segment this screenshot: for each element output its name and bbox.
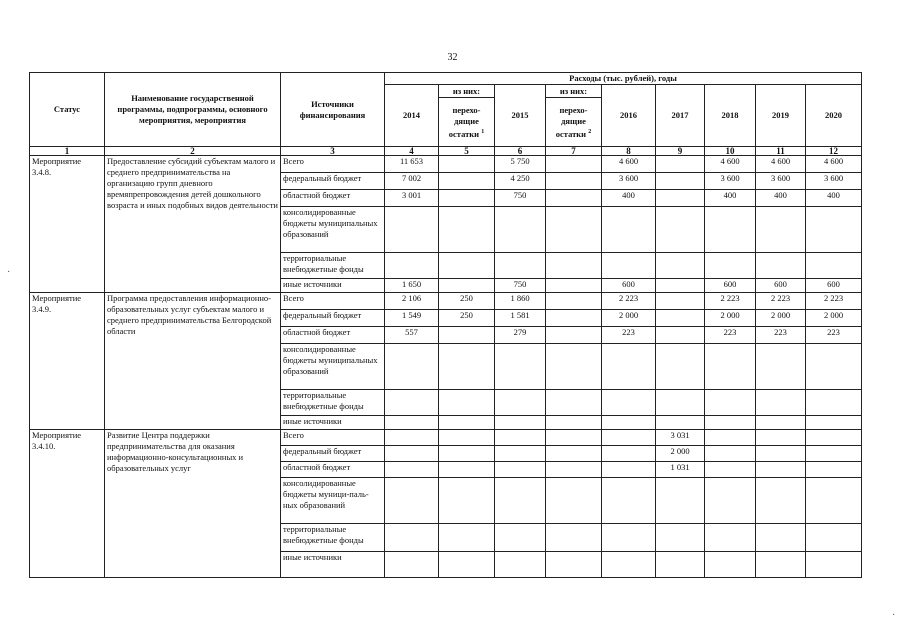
amount-cell: 223	[602, 327, 656, 344]
activity-status: Мероприятие 3.4.10.	[30, 430, 105, 578]
amount-cell	[705, 430, 756, 446]
header-2014: 2014	[385, 85, 439, 147]
amount-cell: 250	[439, 310, 495, 327]
amount-cell: 279	[495, 327, 546, 344]
amount-cell	[656, 190, 705, 207]
amount-cell	[546, 293, 602, 310]
funding-source: консолидированные бюджеты муниципальных образований	[281, 344, 385, 390]
amount-cell	[756, 344, 806, 390]
amount-cell: 2 106	[385, 293, 439, 310]
amount-cell	[602, 478, 656, 524]
column-number: 5	[439, 147, 495, 156]
amount-cell: 3 001	[385, 190, 439, 207]
amount-cell: 4 600	[602, 156, 656, 173]
amount-cell	[439, 279, 495, 293]
amount-cell	[656, 390, 705, 416]
amount-cell	[705, 253, 756, 279]
amount-cell	[602, 207, 656, 253]
amount-cell	[385, 446, 439, 462]
scan-mark: ·	[892, 610, 896, 621]
amount-cell: 2 000	[756, 310, 806, 327]
amount-cell	[806, 462, 862, 478]
amount-cell: 600	[756, 279, 806, 293]
column-number: 4	[385, 147, 439, 156]
amount-cell: 400	[756, 190, 806, 207]
amount-cell: 2 223	[806, 293, 862, 310]
amount-cell	[439, 416, 495, 430]
amount-cell	[385, 524, 439, 552]
amount-cell: 1 031	[656, 462, 705, 478]
funding-source: иные источники	[281, 552, 385, 578]
amount-cell	[656, 344, 705, 390]
amount-cell	[602, 446, 656, 462]
header-of-them-2: из них:	[546, 85, 602, 98]
amount-cell	[439, 190, 495, 207]
amount-cell: 4 600	[705, 156, 756, 173]
amount-cell	[546, 478, 602, 524]
amount-cell	[439, 430, 495, 446]
amount-cell	[546, 430, 602, 446]
amount-cell	[546, 173, 602, 190]
amount-cell	[756, 478, 806, 524]
header-expenses: Расходы (тыс. рублей), годы	[385, 73, 862, 85]
activity-name: Программа предоставления информационно-образовательных услуг субъектам малого и среднего предпринимательства Белгородской области	[105, 293, 281, 430]
amount-cell	[495, 416, 546, 430]
amount-cell	[806, 478, 862, 524]
amount-cell	[806, 207, 862, 253]
table-header	[30, 73, 862, 156]
header-2019: 2019	[756, 85, 806, 147]
amount-cell: 2 000	[656, 446, 705, 462]
amount-cell	[439, 253, 495, 279]
amount-cell: 600	[806, 279, 862, 293]
amount-cell	[756, 462, 806, 478]
header-2015: 2015	[495, 85, 546, 147]
amount-cell	[705, 390, 756, 416]
amount-cell	[439, 390, 495, 416]
amount-cell	[546, 207, 602, 253]
amount-cell	[806, 253, 862, 279]
amount-cell	[439, 462, 495, 478]
amount-cell	[546, 190, 602, 207]
amount-cell	[602, 462, 656, 478]
amount-cell	[705, 446, 756, 462]
amount-cell: 1 581	[495, 310, 546, 327]
amount-cell	[546, 524, 602, 552]
amount-cell	[439, 446, 495, 462]
amount-cell	[756, 390, 806, 416]
funding-source: консолидированные бюджеты муници-паль-ных образований	[281, 478, 385, 524]
amount-cell	[806, 390, 862, 416]
amount-cell	[656, 416, 705, 430]
funding-source: Всего	[281, 430, 385, 446]
column-number: 11	[756, 147, 806, 156]
amount-cell	[602, 390, 656, 416]
amount-cell: 400	[602, 190, 656, 207]
funding-source: областной бюджет	[281, 327, 385, 344]
amount-cell	[705, 478, 756, 524]
amount-cell	[385, 552, 439, 578]
amount-cell	[546, 253, 602, 279]
amount-cell	[495, 462, 546, 478]
amount-cell	[546, 552, 602, 578]
amount-cell	[495, 344, 546, 390]
amount-cell	[705, 462, 756, 478]
amount-cell	[495, 478, 546, 524]
amount-cell	[756, 416, 806, 430]
table-row	[30, 293, 862, 310]
column-number: 7	[546, 147, 602, 156]
amount-cell	[385, 390, 439, 416]
amount-cell	[439, 207, 495, 253]
amount-cell: 2 000	[705, 310, 756, 327]
header-remain-2: перехо-дящие остатки $^2$	[546, 98, 602, 147]
amount-cell	[756, 207, 806, 253]
amount-cell: 11 653	[385, 156, 439, 173]
amount-cell	[546, 279, 602, 293]
amount-cell	[385, 416, 439, 430]
page-number: 32	[447, 52, 458, 63]
amount-cell	[385, 478, 439, 524]
amount-cell: 400	[806, 190, 862, 207]
funding-source: территориальные внебюджетные фонды	[281, 524, 385, 552]
funding-source: консолидированные бюджеты муниципальных образований	[281, 207, 385, 253]
column-number: 12	[806, 147, 862, 156]
amount-cell	[756, 446, 806, 462]
amount-cell: 750	[495, 190, 546, 207]
amount-cell	[705, 207, 756, 253]
activity-status: Мероприятие 3.4.8.	[30, 156, 105, 293]
amount-cell	[756, 524, 806, 552]
amount-cell	[656, 327, 705, 344]
amount-cell	[656, 156, 705, 173]
amount-cell	[806, 552, 862, 578]
funding-source: областной бюджет	[281, 462, 385, 478]
activity-name: Развитие Центра поддержки предпринимательства для оказания информационно-консультационных и образовательных услуг	[105, 430, 281, 578]
amount-cell: 2 223	[756, 293, 806, 310]
amount-cell	[439, 524, 495, 552]
amount-cell: 223	[806, 327, 862, 344]
amount-cell: 250	[439, 293, 495, 310]
amount-cell	[656, 293, 705, 310]
header-remain-1: перехо-дящие остатки $^1$	[439, 98, 495, 147]
amount-cell	[546, 416, 602, 430]
amount-cell	[546, 327, 602, 344]
amount-cell: 3 600	[756, 173, 806, 190]
funding-source: областной бюджет	[281, 190, 385, 207]
funding-source: федеральный бюджет	[281, 173, 385, 190]
amount-cell: 750	[495, 279, 546, 293]
column-number: 2	[105, 147, 281, 156]
amount-cell	[385, 344, 439, 390]
column-number: 1	[30, 147, 105, 156]
funding-source: территориальные внебюджетные фонды	[281, 390, 385, 416]
amount-cell	[546, 462, 602, 478]
activity-status: Мероприятие 3.4.9.	[30, 293, 105, 430]
amount-cell	[495, 253, 546, 279]
funding-table	[29, 72, 862, 578]
amount-cell	[385, 253, 439, 279]
amount-cell: 2 000	[602, 310, 656, 327]
header-2020: 2020	[806, 85, 862, 147]
amount-cell	[656, 524, 705, 552]
amount-cell	[656, 478, 705, 524]
amount-cell: 7 002	[385, 173, 439, 190]
amount-cell	[602, 430, 656, 446]
amount-cell	[602, 552, 656, 578]
column-numbers-row	[30, 147, 862, 156]
funding-source: федеральный бюджет	[281, 310, 385, 327]
amount-cell	[385, 207, 439, 253]
amount-cell	[602, 416, 656, 430]
amount-cell	[602, 253, 656, 279]
funding-source: Всего	[281, 293, 385, 310]
amount-cell: 223	[705, 327, 756, 344]
header-of-them-1: из них:	[439, 85, 495, 98]
header-name: Наименование государственной программы, подпрограммы, основного мероприятия, мероприятия	[105, 73, 281, 147]
amount-cell: 2 223	[602, 293, 656, 310]
amount-cell	[546, 344, 602, 390]
amount-cell	[546, 310, 602, 327]
header-2016: 2016	[602, 85, 656, 147]
amount-cell	[385, 462, 439, 478]
column-number: 6	[495, 147, 546, 156]
amount-cell	[602, 344, 656, 390]
amount-cell: 3 600	[602, 173, 656, 190]
amount-cell: 600	[705, 279, 756, 293]
funding-source: Всего	[281, 156, 385, 173]
amount-cell	[385, 430, 439, 446]
amount-cell: 400	[705, 190, 756, 207]
amount-cell	[656, 173, 705, 190]
header-status: Статус	[30, 73, 105, 147]
funding-source: иные источники	[281, 416, 385, 430]
amount-cell: 4 250	[495, 173, 546, 190]
header-sources: Источники финансирования	[281, 73, 385, 147]
amount-cell: 3 031	[656, 430, 705, 446]
amount-cell	[806, 446, 862, 462]
amount-cell: 1 860	[495, 293, 546, 310]
amount-cell	[705, 416, 756, 430]
amount-cell	[495, 552, 546, 578]
amount-cell	[656, 207, 705, 253]
funding-source: федеральный бюджет	[281, 446, 385, 462]
amount-cell	[806, 524, 862, 552]
amount-cell	[806, 416, 862, 430]
column-number: 10	[705, 147, 756, 156]
amount-cell	[439, 344, 495, 390]
amount-cell	[705, 344, 756, 390]
amount-cell	[495, 207, 546, 253]
amount-cell: 223	[756, 327, 806, 344]
amount-cell	[439, 478, 495, 524]
amount-cell: 1 549	[385, 310, 439, 327]
amount-cell	[439, 552, 495, 578]
amount-cell	[546, 156, 602, 173]
scan-mark: ·	[7, 267, 11, 278]
amount-cell	[495, 446, 546, 462]
amount-cell: 4 600	[806, 156, 862, 173]
table-row	[30, 430, 862, 446]
amount-cell: 4 600	[756, 156, 806, 173]
column-number: 3	[281, 147, 385, 156]
amount-cell	[656, 279, 705, 293]
amount-cell	[656, 253, 705, 279]
amount-cell	[495, 430, 546, 446]
amount-cell	[546, 390, 602, 416]
amount-cell: 5 750	[495, 156, 546, 173]
amount-cell	[656, 552, 705, 578]
column-number: 9	[656, 147, 705, 156]
table-row	[30, 156, 862, 173]
amount-cell	[756, 552, 806, 578]
amount-cell	[656, 310, 705, 327]
amount-cell	[602, 524, 656, 552]
amount-cell	[806, 344, 862, 390]
header-2017: 2017	[656, 85, 705, 147]
header-2018: 2018	[705, 85, 756, 147]
funding-source: территориальные внебюджетные фонды	[281, 253, 385, 279]
funding-source: иные источники	[281, 279, 385, 293]
column-number: 8	[602, 147, 656, 156]
activity-name: Предоставление субсидий субъектам малого и среднего предпринимательства на организацию групп дневного времяпрепровождения детей дошкольного возраста и иных подобных видов деятельности	[105, 156, 281, 293]
amount-cell: 2 000	[806, 310, 862, 327]
table-body	[30, 156, 862, 578]
amount-cell	[756, 430, 806, 446]
amount-cell	[705, 552, 756, 578]
amount-cell	[495, 524, 546, 552]
amount-cell: 3 600	[806, 173, 862, 190]
amount-cell	[546, 446, 602, 462]
amount-cell	[439, 173, 495, 190]
amount-cell	[439, 156, 495, 173]
amount-cell	[439, 327, 495, 344]
amount-cell: 3 600	[705, 173, 756, 190]
amount-cell	[806, 430, 862, 446]
amount-cell: 557	[385, 327, 439, 344]
amount-cell: 600	[602, 279, 656, 293]
amount-cell: 2 223	[705, 293, 756, 310]
amount-cell: 1 650	[385, 279, 439, 293]
amount-cell	[495, 390, 546, 416]
amount-cell	[705, 524, 756, 552]
amount-cell	[756, 253, 806, 279]
